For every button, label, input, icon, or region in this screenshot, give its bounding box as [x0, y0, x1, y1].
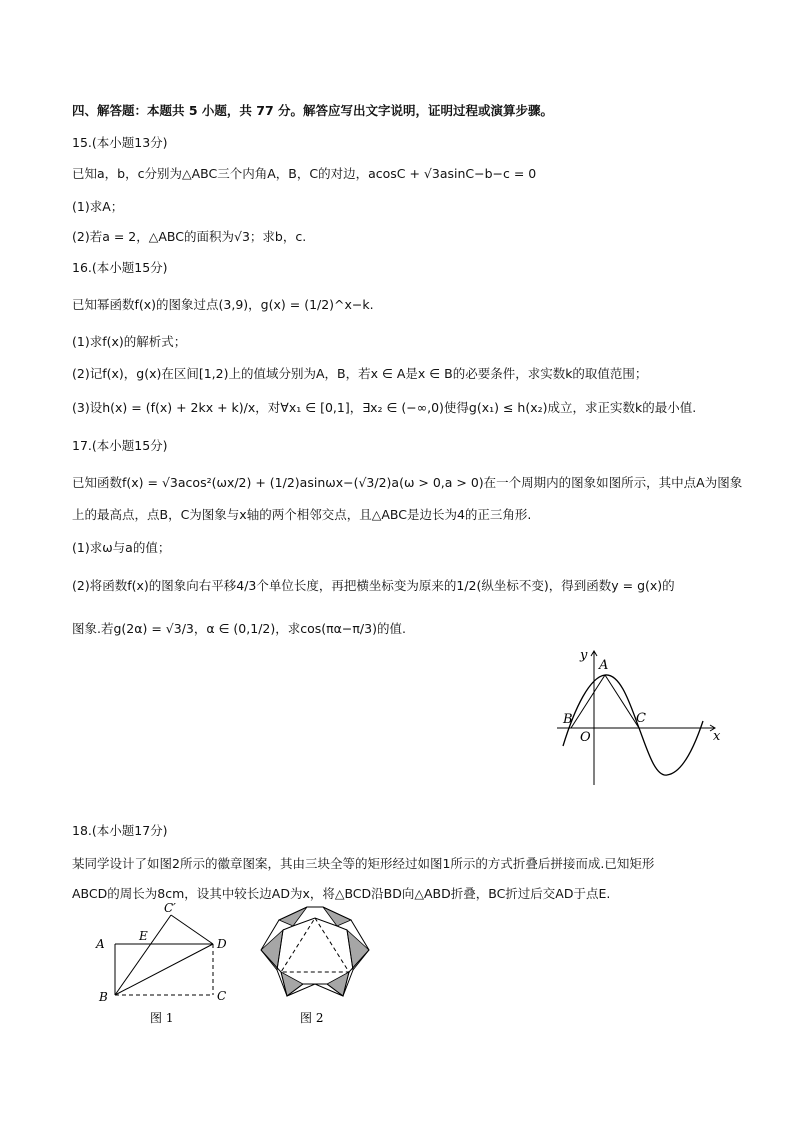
q18-figure1: [88, 898, 248, 1028]
graph-label-c: C: [636, 711, 646, 726]
q17-stem-line1: 已知函数f(x) = √3acos²(ωx/2) + (1/2)asinωx−(√3/2)a(ω > 0,a > 0)在一个周期内的图象如图所示，其中点A为图象: [72, 475, 743, 490]
graph-label-x: x: [713, 729, 721, 744]
fig1-label-a: A: [96, 937, 105, 951]
q16-part1: (1)求f(x)的解析式；: [72, 334, 187, 349]
graph-label-a: A: [599, 658, 609, 673]
q17-part2-line2: 图象.若g(2α) = √3/3，α ∈ (0,1/2)，求cos(πα−π/3)的值.: [72, 621, 406, 636]
q17-part2-line1: (2)将函数f(x)的图象向右平移4/3个单位长度，再把横坐标变为原来的1/2(纵坐标不变)，得到函数y = g(x)的: [72, 578, 675, 593]
graph-sine-curve: [563, 675, 703, 775]
fig1-folded-bc: [115, 915, 171, 995]
badge-tip-topright: [323, 907, 351, 926]
fig2-caption: 图 2: [300, 1011, 324, 1025]
graph-label-o: O: [580, 730, 591, 745]
q18-stem-line1: 某同学设计了如图2所示的徽章图案，其由三块全等的矩形经过如图1所示的方式折叠后拼接而成.已知矩形: [72, 856, 655, 871]
q18-figure2: [255, 898, 375, 1028]
triangle-edge-ac: [605, 675, 639, 728]
q17-stem-line2: 上的最高点，点B，C为图象与x轴的两个相邻交点，且△ABC是边长为4的正三角形.: [72, 507, 532, 522]
triangle-edge-ba: [571, 675, 605, 728]
q15-stem: 已知a，b，c分别为△ABC三个内角A，B，C的对边，acosC + √3asinC−b−c = 0: [72, 166, 537, 181]
graph-label-y: y: [580, 648, 588, 663]
fig1-label-e: E: [139, 929, 148, 943]
fig1-caption: 图 1: [150, 1011, 174, 1025]
fig1-label-cprime: C′: [164, 901, 176, 915]
q16-part3: (3)设h(x) = (f(x) + 2kx + k)/x，对∀x₁ ∈ [0,1]，∃x₂ ∈ (−∞,0)使得g(x₁) ≤ h(x₂)成立，求正实数k的最小值.: [72, 400, 697, 415]
fig1-diagonal-bd: [115, 944, 213, 995]
q18-number: 18.(本小题17分): [72, 823, 168, 838]
q15-part2: (2)若a = 2，△ABC的面积为√3；求b，c.: [72, 229, 307, 244]
q17-number: 17.(本小题15分): [72, 438, 168, 453]
badge-tip-top: [279, 907, 307, 926]
section-header: 四、解答题：本题共 5 小题，共 77 分。解答应写出文字说明，证明过程或演算步骤。: [72, 103, 554, 118]
q18-stem-line2: ABCD的周长为8cm，设其中较长边AD为x，将△BCD沿BD向△ABD折叠，BC折过后交AD于点E.: [72, 886, 611, 901]
q16-part2: (2)记f(x)，g(x)在区间[1,2)上的值域分别为A，B，若x ∈ A是x ∈ B的必要条件，求实数k的取值范围；: [72, 366, 648, 381]
q17-sine-graph: [555, 645, 730, 790]
fig1-label-c: C: [217, 989, 227, 1003]
q16-stem: 已知幂函数f(x)的图象过点(3,9)，g(x) = (1/2)^x−k.: [72, 297, 374, 312]
q15-part1: (1)求A；: [72, 199, 124, 214]
badge-dashed-triangle: [281, 918, 349, 972]
fig1-label-d: D: [217, 937, 227, 951]
fig1-label-b: B: [99, 990, 108, 1004]
q17-part1: (1)求ω与a的值；: [72, 540, 171, 555]
q15-number: 15.(本小题13分): [72, 135, 168, 150]
fig1-folded-cd: [171, 915, 213, 944]
q16-number: 16.(本小题15分): [72, 260, 168, 275]
graph-label-b: B: [563, 712, 573, 727]
